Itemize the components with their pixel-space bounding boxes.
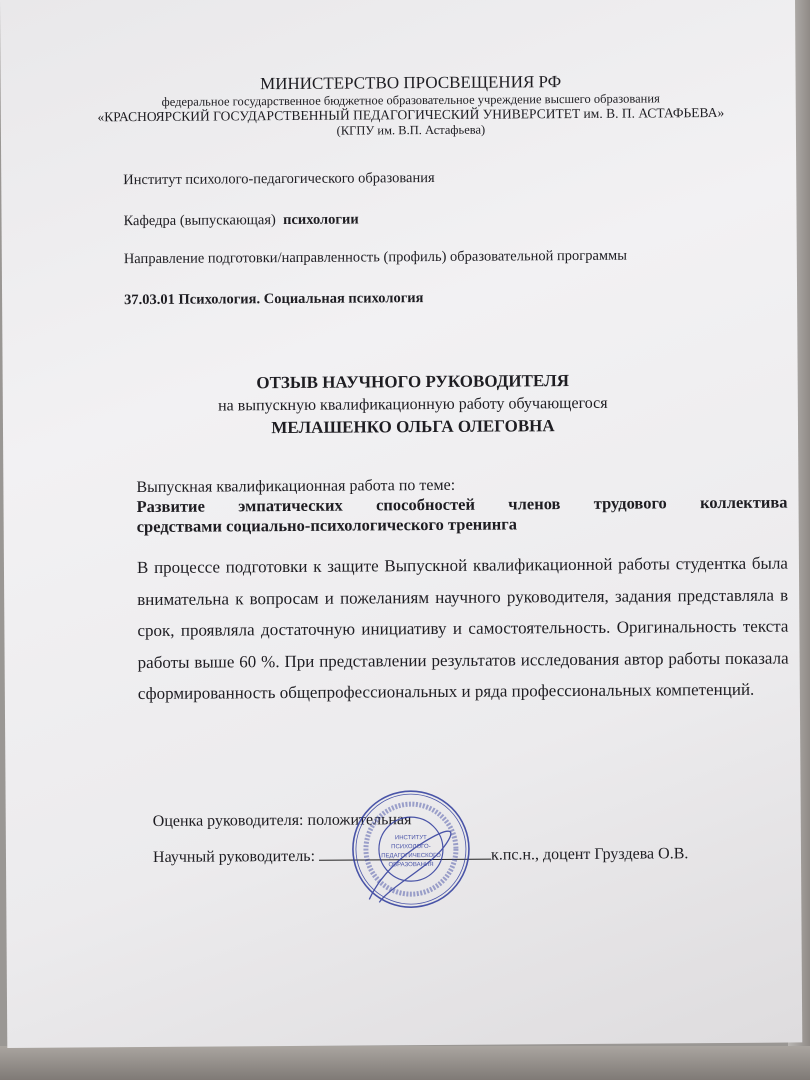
evaluation-value: положительная (307, 811, 412, 829)
ministry-heading: МИНИСТЕРСТВО ПРОСВЕЩЕНИЯ РФ (259, 72, 562, 94)
document-title: ОТЗЫВ НАУЧНОГО РУКОВОДИТЕЛЯ (256, 371, 570, 393)
svg-text:ИНСТИТУТ: ИНСТИТУТ (394, 835, 427, 842)
topic-label: Выпускная квалификационная работа по теме: (136, 476, 456, 497)
topic-line-1: Развитие эмпатических способностей членов трудового коллектива (136, 492, 788, 517)
svg-text:ПСИХОЛОГО-: ПСИХОЛОГО- (391, 844, 431, 851)
review-text: В процессе подготовки к защите Выпускной квалификационной работы студентка была внимательна к вопросам и пожеланиям научного руководителя, задания представляла в срок, проявляла достаточную инициативу и самостоятельность. Оригинальность текста работы выше 60 %. При представлении результатов исследования автор работы показала сформированность общепрофессиональных и ряда профессиональных компетенций. (136, 553, 789, 704)
direction-label: Направление подготовки/направленность (профиль) образовательной программы (123, 247, 628, 268)
svg-text:ПЕДАГОГИЧЕСКОГО: ПЕДАГОГИЧЕСКОГО (381, 852, 441, 860)
evaluation-label: Оценка руководителя: (152, 811, 304, 830)
university-abbreviation: (КГПУ им. В.П. Астафьева) (336, 122, 486, 138)
topic-line-2: средствами социально-психологического тренинга (136, 514, 518, 537)
department-line (123, 212, 358, 231)
supervisor-name: к.пс.н., доцент Груздева О.В. (490, 845, 689, 864)
institution-type: федеральное государственное бюджетное образовательное учреждение высшего образования (161, 91, 660, 109)
institute-name: Институт психолого-педагогического образования (123, 169, 435, 189)
program-name: 37.03.01 Психология. Социальная психология (124, 290, 424, 309)
document-subtitle: на выпускную квалификационную работу обучающегося (218, 394, 608, 415)
department-value: психологии (283, 211, 359, 229)
official-stamp (349, 787, 475, 913)
university-name: «КРАСНОЯРСКИЙ ГОСУДАРСТВЕННЫЙ ПЕДАГОГИЧЕСКИЙ УНИВЕРСИТЕТ им. В. П. АСТАФЬЕВА» (97, 104, 725, 125)
supervisor-label: Научный руководитель: (152, 847, 316, 866)
student-name: МЕЛАШЕНКО ОЛЬГА ОЛЕГОВНА (271, 416, 555, 438)
background-table (0, 1046, 810, 1080)
svg-text:ОБРАЗОВАНИЯ: ОБРАЗОВАНИЯ (388, 861, 434, 869)
department-label: Кафедра (выпускающая) (123, 212, 276, 230)
